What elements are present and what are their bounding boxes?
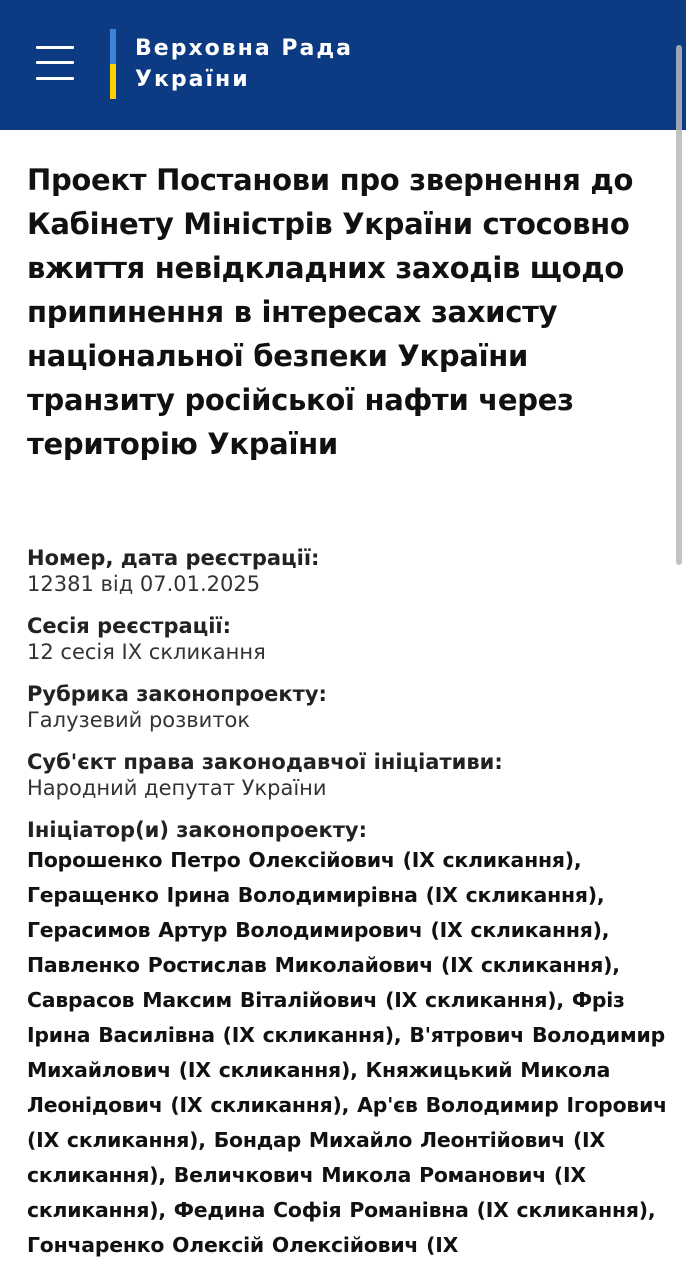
logo-line-2: України xyxy=(135,67,250,92)
document-header xyxy=(27,158,663,466)
field-rubric xyxy=(27,681,667,733)
ukraine-flag-icon xyxy=(110,29,116,99)
field-value-session: 12 сесія IX скликання xyxy=(27,640,266,664)
site-header xyxy=(0,0,686,130)
hamburger-menu-icon[interactable] xyxy=(36,44,76,82)
menu-line xyxy=(36,77,74,80)
field-label-session: Сесія реєстрації: xyxy=(27,614,232,638)
flag-blue-stripe xyxy=(110,29,116,64)
field-label-rubric: Рубрика законопроекту: xyxy=(27,682,327,706)
field-label-subject: Суб'єкт права законодавчої ініціативи: xyxy=(27,750,503,774)
field-label-registration: Номер, дата реєстрації: xyxy=(27,546,320,570)
logo-text xyxy=(135,33,395,95)
flag-yellow-stripe xyxy=(110,64,116,99)
document-fields xyxy=(27,545,667,1279)
field-value-rubric: Галузевий розвиток xyxy=(27,708,251,732)
document-title: Проект Постанови про звернення до Кабінету Міністрів України стосовно вжиття невідкладних заходів щодо припинення в інтересах захисту національної безпеки України транзиту російської нафти через територію України xyxy=(27,163,634,461)
field-value-subject: Народний депутат України xyxy=(27,776,327,800)
scrollbar[interactable] xyxy=(676,45,682,565)
menu-line xyxy=(36,61,74,64)
field-subject xyxy=(27,749,667,801)
logo-line-1: Верховна Рада xyxy=(135,36,353,61)
field-value-registration: 12381 від 07.01.2025 xyxy=(27,572,261,596)
field-label-initiators: Ініціатор(и) законопроекту: xyxy=(27,818,368,842)
menu-line xyxy=(36,46,74,49)
field-initiators xyxy=(27,817,667,1263)
field-registration xyxy=(27,545,667,597)
field-session xyxy=(27,613,667,665)
field-value-initiators: Порошенко Петро Олексійович (IX скликання), Геращенко Ірина Володимирівна (IX скликання), Герасимов Артур Володимирович (IX скликання), Павленко Ростислав Миколайович (IX скликання), Саврасов Максим Віталійович (IX скликання), Фріз Ірина Василівна (IX скликання), В'ятрович Володимир Михайлович (IX скликання), Княжицький Микола Леонідович (IX скликання), Ар'єв Володимир Ігорович (IX скликання), Бондар Михайло Леонтійович (IX скликання), Величкович Микола Романович (IX скликання), Федина Софія Романівна (IX скликання), Гончаренко Олексій Олексійович (IX xyxy=(27,848,667,1257)
